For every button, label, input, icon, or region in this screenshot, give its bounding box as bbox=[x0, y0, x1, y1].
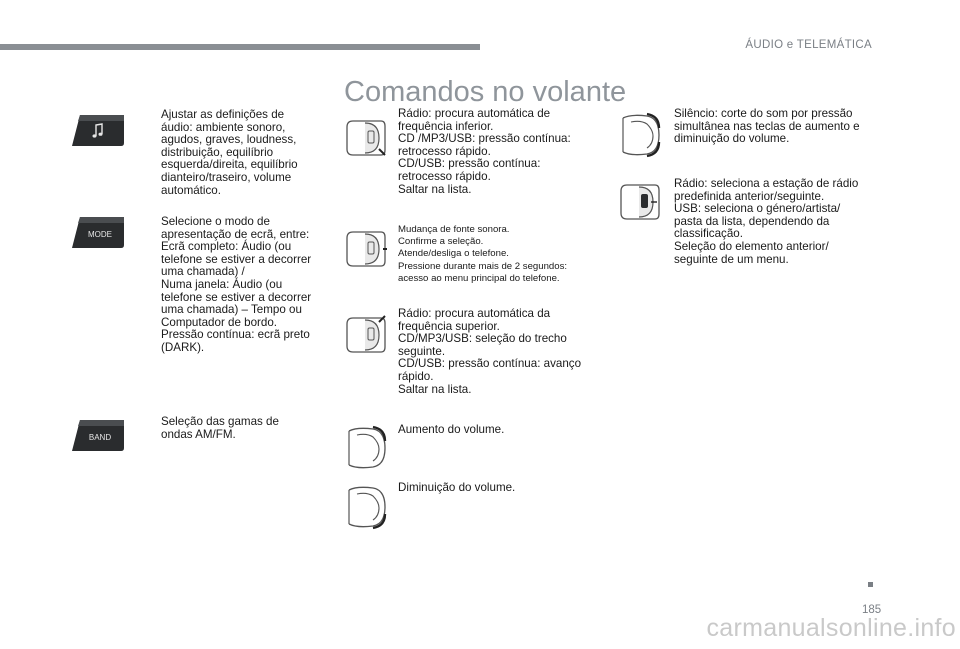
section-title: ÁUDIO e TELEMÁTICA bbox=[745, 39, 872, 51]
watermark: carmanualsonline.info bbox=[706, 614, 956, 642]
seek-up-text: Rádio: procura automática da frequência superior. CD/MP3/USB: seleção do trecho seguinte. CD/USB: pressão contínua: avanço rápido. Saltar na lista. bbox=[398, 307, 582, 396]
thumbwheel-icon bbox=[617, 177, 661, 227]
band-button-icon bbox=[70, 418, 126, 452]
seek-down-text: Rádio: procura automática de frequência inferior. CD /MP3/USB: pressão contínua: retrocesso rápido. CD/USB: pressão contínua: retrocesso rápido. Saltar na lista. bbox=[398, 107, 571, 196]
preset-text: Rádio: seleciona a estação de rádio predefinida anterior/seguinte. USB: seleciona o género/artista/ pasta da lista, dependendo da classificação. Seleção do elemento anterior/ seguinte de um menu. bbox=[674, 177, 859, 266]
volume-up-text: Aumento do volume. bbox=[398, 423, 505, 436]
source-change-text: Mudança de fonte sonora. Confirme a seleção. Atende/desliga o telefone. Pressione durante mais de 2 segundos: acesso ao menu principal do telefone. bbox=[398, 224, 568, 284]
mode-text: Selecione o modo de apresentação de ecrã, entre: Ecrã completo: Áudio (ou telefone se estiver a decorrer uma chamada) / Numa janela: Áudio (ou telefone se estiver a decorrer uma chamada) – Tempo ou Computador de bordo. Pressão contínua: ecrã preto (DARK). bbox=[161, 215, 312, 354]
mute-icon bbox=[617, 110, 661, 160]
stalk-down-icon bbox=[343, 113, 387, 163]
audio-settings-text: Ajustar as definições de áudio: ambiente sonoro, agudos, graves, loudness, distribuição, equilíbrio esquerda/direita, equilíbrio dianteiro/traseiro, volume automático. bbox=[161, 108, 298, 197]
page-title: Comandos no volante bbox=[344, 76, 627, 108]
page-marker bbox=[868, 582, 873, 587]
band-text: Seleção das gamas de ondas AM/FM. bbox=[161, 415, 279, 441]
music-note-icon bbox=[70, 113, 126, 147]
mode-button-icon bbox=[70, 215, 126, 249]
page-number: 185 bbox=[862, 604, 882, 616]
mode-button-label: MODE bbox=[88, 230, 112, 239]
header-bar bbox=[0, 44, 480, 50]
stalk-press-icon bbox=[343, 224, 387, 274]
volume-down-icon bbox=[343, 482, 387, 532]
stalk-up-icon bbox=[343, 310, 387, 360]
mute-text: Silêncio: corte do som por pressão simultânea nas teclas de aumento e diminuição do volume. bbox=[674, 107, 860, 146]
volume-up-icon bbox=[343, 423, 387, 473]
band-button-label: BAND bbox=[88, 433, 112, 442]
volume-down-text: Diminuição do volume. bbox=[398, 481, 516, 494]
